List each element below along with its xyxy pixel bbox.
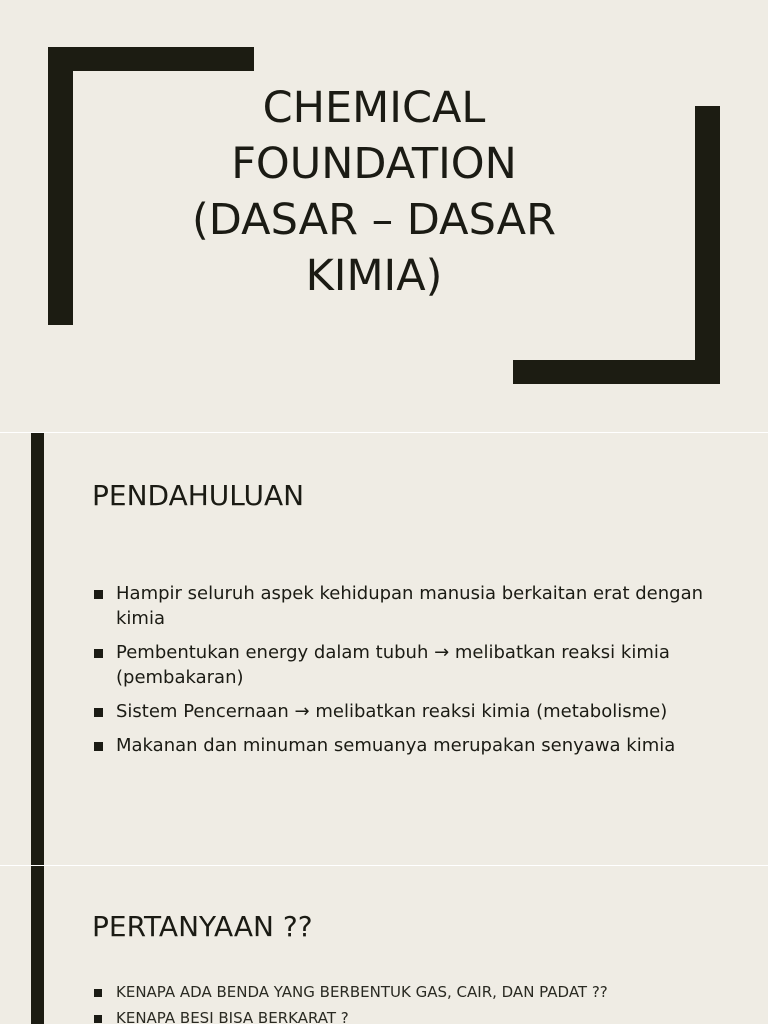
square-bullet-icon [94,649,103,658]
square-bullet-icon [94,742,103,751]
list-item [92,733,732,758]
bullet-text: Hampir seluruh aspek kehidupan manusia berkaitan erat dengan kimia [116,583,704,629]
square-bullet-icon [94,1015,102,1023]
bullet-text: Makanan dan minuman semuanya merupakan senyawa kimia [116,735,676,756]
square-bullet-icon [94,989,102,997]
list-item [92,980,732,1004]
slide-title [120,80,628,304]
title-slide [0,0,768,432]
bullet-list [92,980,732,1024]
title-line: (DASAR – DASAR [192,195,556,245]
title-line: CHEMICAL [262,83,486,133]
title-line: FOUNDATION [231,139,517,189]
questions-slide [0,866,768,1024]
section-title: PENDAHULUAN [92,479,305,512]
bullet-list [92,581,732,767]
bullet-text: Sistem Pencernaan → melibatkan reaksi kimia (metabolisme) [116,701,668,722]
title-line: KIMIA) [305,251,443,301]
list-item [92,1006,732,1024]
list-item [92,699,732,724]
section-title: PERTANYAAN ?? [92,910,313,943]
square-bullet-icon [94,590,103,599]
square-bullet-icon [94,708,103,717]
intro-slide [0,433,768,865]
bullet-text: KENAPA ADA BENDA YANG BERBENTUK GAS, CAIR, DAN PADAT ?? [116,983,608,1001]
accent-bar [31,433,44,865]
corner-bracket-bottom-right-vertical [695,106,720,384]
corner-bracket-top-left-vertical [48,47,73,325]
bullet-text: KENAPA BESI BISA BERKARAT ? [116,1009,349,1024]
list-item [92,581,732,631]
list-item [92,640,732,690]
bullet-text: Pembentukan energy dalam tubuh → melibatkan reaksi kimia (pembakaran) [116,642,670,688]
corner-bracket-top-left [48,47,254,71]
corner-bracket-bottom-right [513,360,720,384]
accent-bar [31,866,44,1024]
